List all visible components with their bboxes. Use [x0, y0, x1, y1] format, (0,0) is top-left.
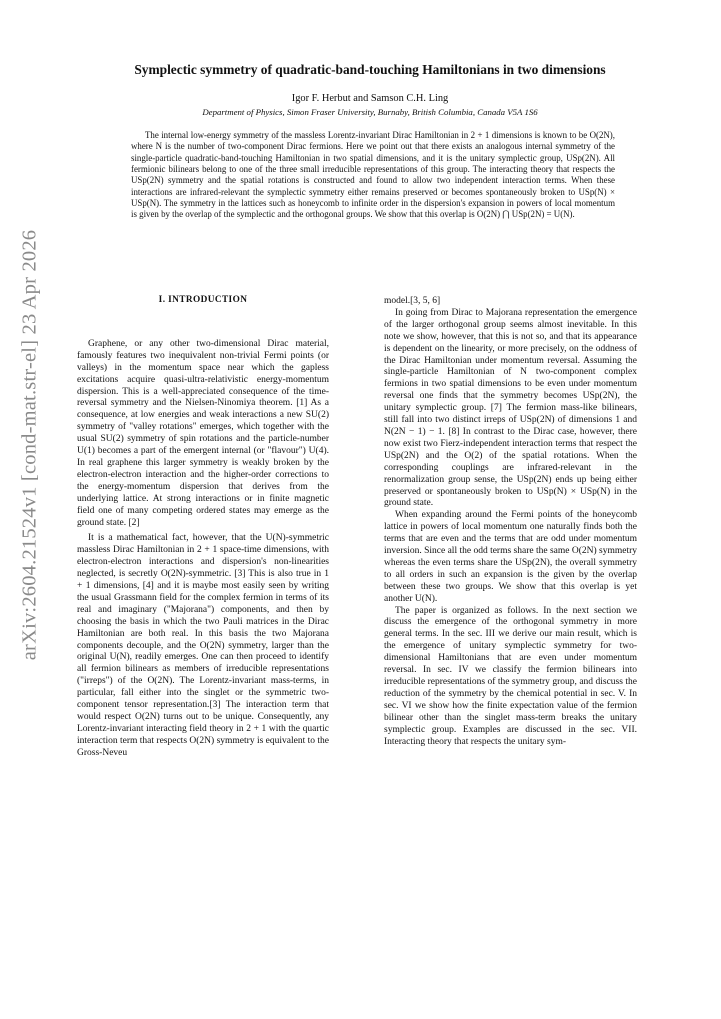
right-column	[384, 296, 637, 748]
left-column	[77, 295, 329, 760]
arxiv-stamp-text: arXiv:2604.21524v1 [cond-mat.str-el] 23 Apr 2026	[18, 229, 41, 661]
paragraph: In going from Dirac to Majorana representation the emergence of the larger orthogonal group seems almost inevitable. In this note we show, however, that this is not so, and that its appearance is dependent on the linearity, or more precisely, on the oddness of the Dirac Hamiltonian under momentum reversal. Assuming the single-particle Hamiltonian of N two-component complex fermions in two spatial dimensions to be even under momentum reversal one finds that the symmetry becomes USp(2N), the unitary symplectic group. [7] The fermion mass-like bilinears, still fall into two distinct irreps of USp(2N) of dimensions 1 and N(2N − 1) − 1. [8] In contrast to the Dirac case, however, there now exist two Fierz-independent interaction terms that respect the USp(2N) and the O(2) of the spatial rotations. When the corresponding couplings are infrared-relevant in the renormalization group sense, the USp(2N) ends up being either preserved or spontaneously broken to USp(N) × USp(N) in the ground state.	[384, 307, 637, 509]
affiliation: Department of Physics, Simon Fraser University, Burnaby, British Columbia, Canada V5A 1S6	[202, 107, 538, 117]
paragraph: When expanding around the Fermi points of the honeycomb lattice in powers of local momentum one naturally finds both the terms that are even and the terms that are odd under momentum inversion. Since all the odd terms share the same O(2N) symmetry whereas the even terms share the USp(2N), the overall symmetry to all orders in such an expansion is the given by the overlap between these two groups. We show that this overlap is yet another U(N).	[384, 510, 638, 604]
paragraph: Graphene, or any other two-dimensional Dirac material, famously features two inequivalent non-trivial Fermi points (or valleys) in the momentum space near which the gapless excitations acquire quasi-ultra-relativistic energy-momentum dispersion. This is a well-appreciated consequence of the time-reversal symmetry and the Nielsen-Ninomiya theorem. [1] As a consequence, at low energies and weak interactions a new SU(2) symmetry of "valley rotations" emerges, which together with the usual SU(2) symmetry of spin rotations and the particle-number U(1) becomes a part of the emergent internal (or "flavour") U(4). In real graphene this larger symmetry is weakly broken by the electron-electron interaction and the higher-order corrections to the energy-momentum dispersion that derives from the underlying lattice. At strong interactions or in finite magnetic field one of many competing ordered states may emerge as the ground state. [2]	[77, 338, 329, 528]
paragraph: model.[3, 5, 6]	[384, 296, 441, 306]
paragraph: The paper is organized as follows. In the next section we discuss the emergence of the orthogonal symmetry in more general terms. In the sec. III we derive our main result, which is the emergence of unitary symplectic symmetry for two-dimensional Hamiltonians that are even under momentum reversal. In sec. IV we classify the fermion bilinears into irreducible representations of the symmetry group, and discuss the reduction of the symmetry by the chemical potential in sec. V. In sec. VI we show how the finite expectation value of the fermion bilinear other than the singlet mass-term breaks the unitary symplectic group. Examples are discussed in the sec. VII. Interacting theory that respects the unitary sym-	[384, 605, 637, 747]
paper-title: Symplectic symmetry of quadratic-band-touching Hamiltonians in two dimensions	[134, 62, 606, 77]
section-heading: I. INTRODUCTION	[158, 295, 248, 305]
arxiv-stamp	[10, 210, 50, 680]
paragraph: It is a mathematical fact, however, that the U(N)-symmetric massless Dirac Hamiltonian in 2 + 1 space-time dimensions, with electron-electron interactions and dispersion's non-linearities neglected, is secretly O(2N)-symmetric. [3] This is also true in 1 + 1 dimensions, [4] and it is maybe most easily seen by writing the usual Grassmann field for the complex fermion in terms of its real and imaginary ("Majorana") components, and then by choosing the basis in which the two Pauli matrices in the Dirac Hamiltonian are both real. In this basis the two Majorana components decouple, and the O(2N) symmetry, larger than the original U(N), readily emerges. One can then proceed to identify all fermion bilinears as members of irreducible representations ("irreps") of the O(2N). The Lorentz-invariant mass-terms, in particular, fall either into the singlet or the symmetric two-component tensor representation.[3] The interaction term that would respect O(2N) turns out to be unique. Consequently, any Lorentz-invariant interacting field theory in 2 + 1 with the quartic interaction term that respects O(2N) symmetry is equivalent to the Gross-Neveu	[77, 533, 329, 758]
authors: Igor F. Herbut and Samson C.H. Ling	[291, 93, 449, 104]
abstract: The internal low-energy symmetry of the massless Lorentz-invariant Dirac Hamiltonian in 2 + 1 dimensions is known to be O(2N), where N is the number of two-component Dirac fermions. Here we point out that there exists an analogous internal symmetry of the single-particle quadratic-band-touching Hamiltonian in two spatial dimensions, and it is the unitary symplectic group, USp(2N). All fermionic bilinears belong to one of the three small irreducible representations of this group. The interacting theory that respects the USp(2N) symmetry and the spatial rotations is constructed and found to allow two independent interaction terms. When these interactions are infrared-relevant the symplectic symmetry either remains preserved or becomes spontaneously broken to USp(N) × USp(N). The symmetry in the lattices such as honeycomb to infinite order in the dispersion's expansion in powers of local momentum is given by the overlap of the symplectic and the orthogonal groups. We show that this overlap is O(2N) ⋂ USp(2N) = U(N).	[131, 130, 615, 220]
